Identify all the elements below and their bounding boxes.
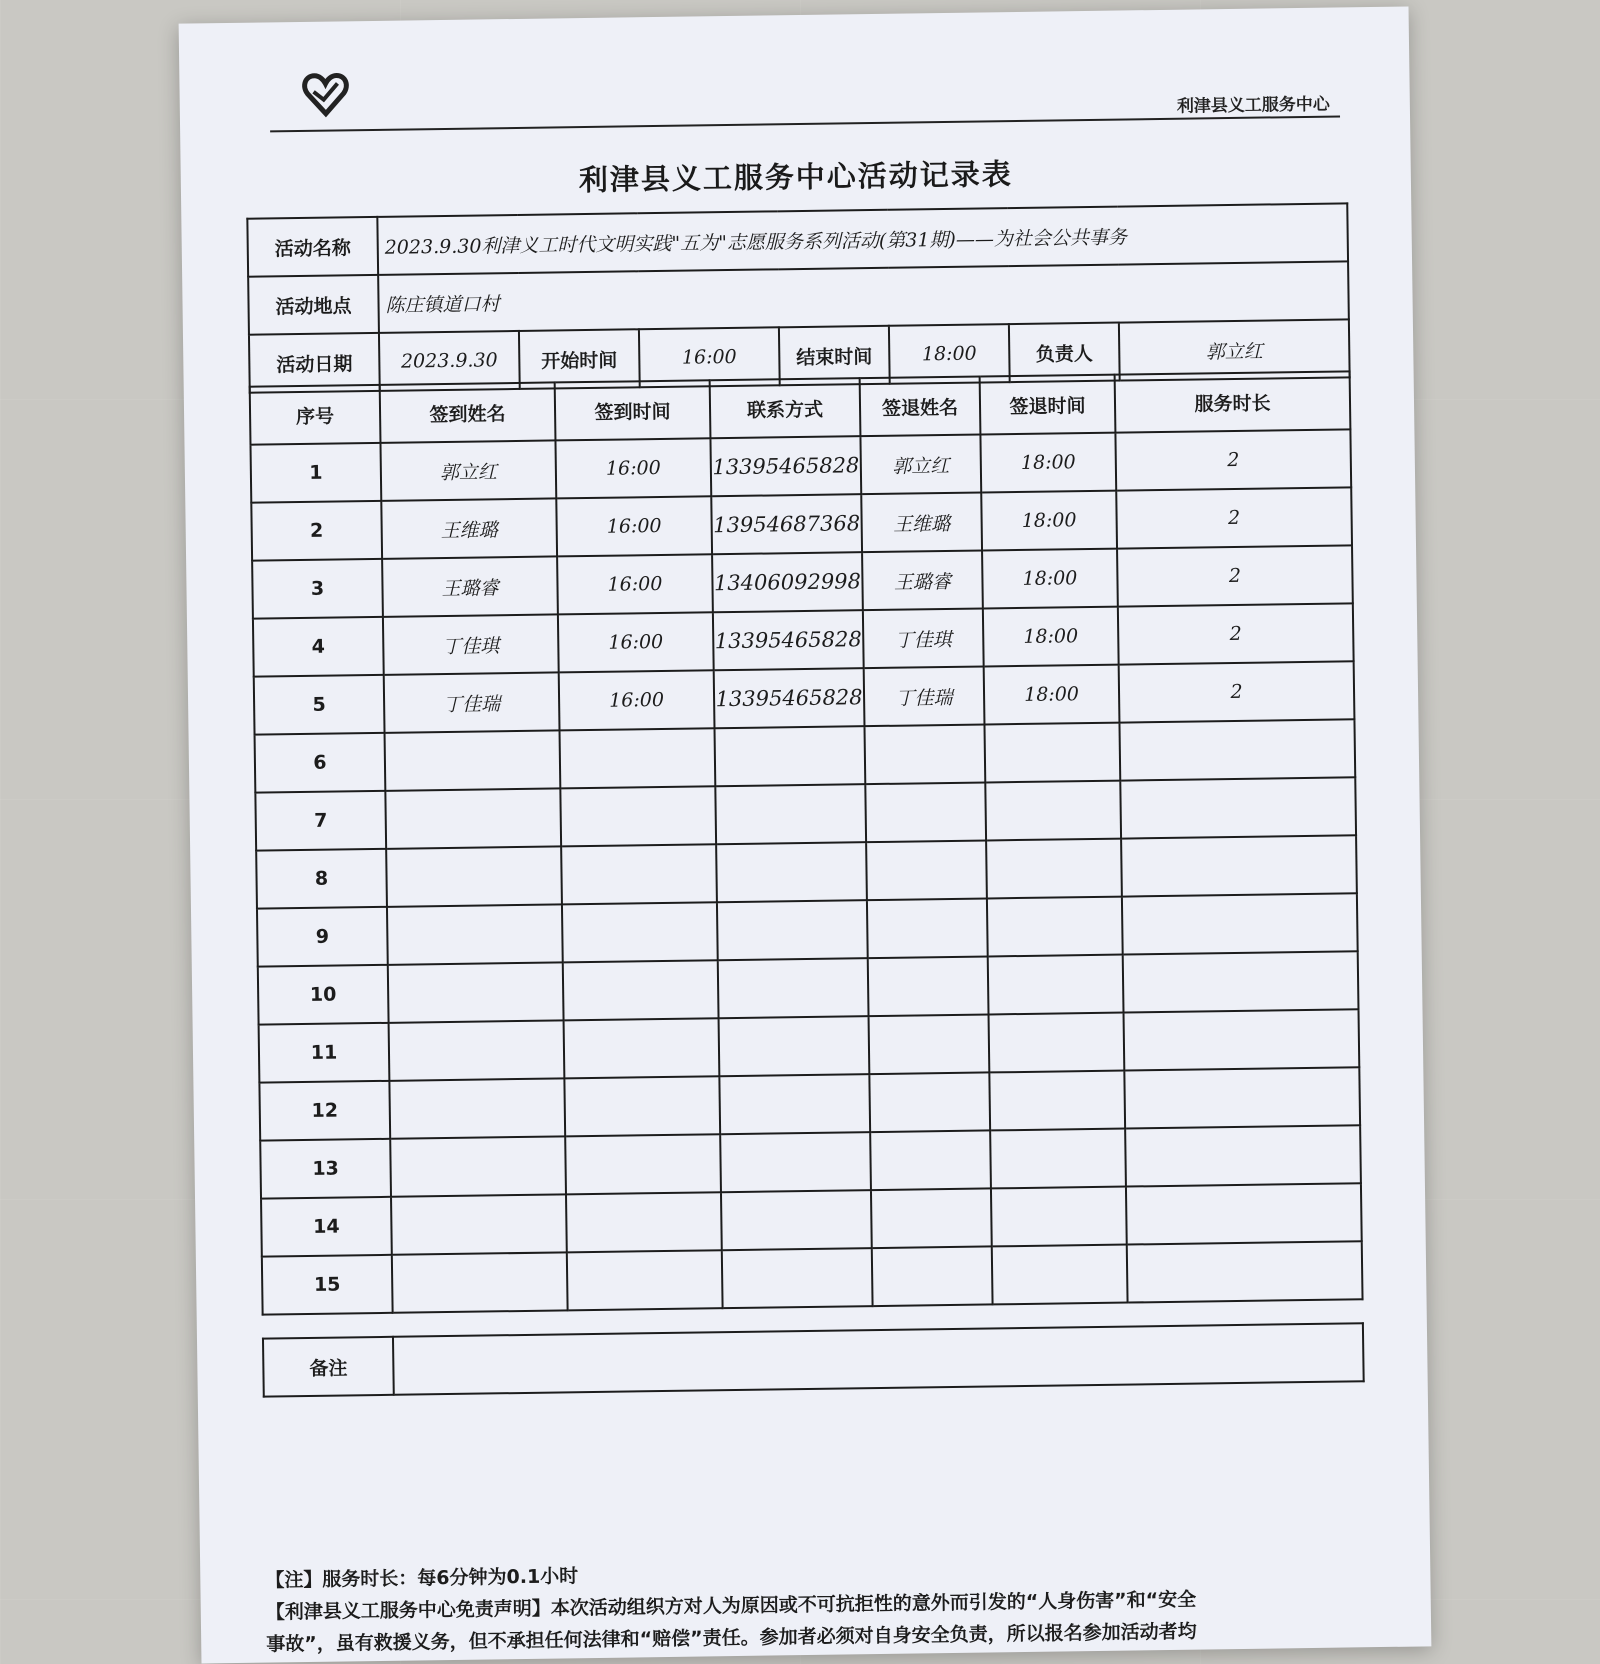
sign-in-time-cell [561, 844, 717, 904]
row-number-cell: 14 [261, 1197, 392, 1257]
sign-out-name-cell: 王维璐 [861, 493, 982, 553]
row-number-cell: 7 [255, 791, 386, 851]
activity-table [246, 202, 1350, 393]
service-hours-cell [1126, 1183, 1362, 1244]
sign-in-name-cell: 王维璐 [381, 498, 557, 558]
row-number-cell: 13 [260, 1139, 391, 1199]
sign-out-time-cell [986, 839, 1122, 899]
contact-cell: 13406092998 [712, 552, 863, 612]
sign-in-name-cell: 丁佳瑞 [384, 672, 560, 732]
sign-out-name-cell: 丁佳琪 [863, 608, 984, 668]
column-header: 签到姓名 [380, 382, 556, 442]
contact-cell [717, 900, 868, 960]
row-number-cell: 12 [259, 1081, 390, 1141]
activity-name-value: 2023.9.30利津义工时代文明实践"五为"志愿服务系列活动(第31期)——为社会公共事务 [377, 203, 1348, 275]
sign-out-name-cell [872, 1246, 993, 1306]
column-header: 签到时间 [555, 380, 711, 440]
sign-in-time-cell: 16:00 [555, 438, 711, 498]
sign-out-name-cell [868, 956, 989, 1016]
row-number-cell: 4 [253, 617, 384, 677]
footnotes [265, 1549, 1376, 1660]
service-hours-cell [1120, 777, 1356, 838]
service-hours-note: 【注】服务时长：每6分钟为0.1小时 [265, 1565, 579, 1592]
org-header: 利津县义工服务中心 [1176, 94, 1330, 117]
sign-out-name-cell [870, 1130, 991, 1190]
sign-out-time-cell [984, 723, 1120, 783]
row-number-cell: 11 [259, 1023, 390, 1083]
service-hours-cell [1121, 835, 1357, 896]
sign-in-time-cell [564, 1076, 720, 1136]
sign-in-name-cell [389, 1078, 565, 1138]
end-time-value: 18:00 [889, 324, 1010, 384]
row-number-cell: 8 [256, 849, 387, 909]
row-number-cell: 6 [255, 733, 386, 793]
column-header: 签退时间 [980, 375, 1116, 435]
row-number-cell: 5 [254, 675, 385, 735]
activity-name-label: 活动名称 [247, 217, 378, 277]
sign-in-time-cell [564, 1018, 720, 1078]
contact-cell: 13954687368 [711, 494, 862, 554]
sign-out-time-cell [988, 955, 1124, 1015]
sign-in-time-cell: 16:00 [558, 612, 714, 672]
remarks-row [263, 1323, 1364, 1396]
sign-out-time-cell: 18:00 [981, 491, 1117, 551]
service-hours-cell: 2 [1116, 487, 1352, 548]
service-hours-cell: 2 [1117, 545, 1353, 606]
sign-in-name-cell [391, 1194, 567, 1254]
activity-date-value: 2023.9.30 [379, 331, 520, 391]
service-hours-cell [1127, 1241, 1363, 1302]
sign-out-time-cell: 18:00 [980, 433, 1116, 493]
header-rule [270, 115, 1340, 132]
sign-in-name-cell [386, 846, 562, 906]
sign-out-time-cell [990, 1129, 1126, 1189]
sign-in-name-cell: 王璐睿 [382, 556, 558, 616]
sign-out-name-cell: 王璐睿 [862, 551, 983, 611]
disclaimer-line-2: 事故”，虽有救援义务，但不承担任何法律和“赔偿”责任。参加者必须对自身安全负责，所以报名参加活动者均 [266, 1620, 1197, 1656]
row-number-cell: 3 [252, 559, 383, 619]
sign-in-time-cell [562, 902, 718, 962]
remarks-value [393, 1323, 1364, 1395]
sign-out-name-cell [869, 1072, 990, 1132]
sign-in-name-cell [392, 1252, 568, 1312]
row-number-cell: 15 [262, 1255, 393, 1315]
sign-out-time-cell [985, 781, 1121, 841]
sign-out-time-cell: 18:00 [984, 665, 1120, 725]
service-hours-cell: 2 [1115, 429, 1351, 490]
service-hours-cell [1122, 893, 1358, 954]
service-hours-cell [1119, 719, 1355, 780]
person-in-charge-value: 郭立红 [1119, 319, 1350, 380]
page-title: 利津县义工服务中心活动记录表 [578, 157, 1014, 198]
sign-in-name-cell: 郭立红 [380, 440, 556, 500]
activity-location-label: 活动地点 [248, 275, 379, 335]
contact-cell [718, 958, 869, 1018]
contact-cell [715, 784, 866, 844]
sign-in-name-cell [390, 1136, 566, 1196]
sign-in-time-cell: 16:00 [556, 496, 712, 556]
sign-out-name-cell: 郭立红 [860, 435, 981, 495]
sign-in-time-cell [565, 1134, 721, 1194]
sign-out-time-cell [987, 897, 1123, 957]
sign-in-name-cell [385, 730, 561, 790]
sign-out-name-cell: 丁佳瑞 [864, 666, 985, 726]
contact-cell [715, 726, 866, 786]
sign-out-name-cell [867, 898, 988, 958]
start-time-value: 16:00 [639, 327, 780, 387]
disclaimer-line-1: 【利津县义工服务中心免责声明】本次活动组织方对人为原因或不可抗拒性的意外而引发的“人身伤害”和“安全 [265, 1588, 1197, 1624]
sign-out-time-cell [991, 1187, 1127, 1247]
contact-cell [719, 1016, 870, 1076]
sign-in-time-cell [560, 728, 716, 788]
sign-out-time-cell: 18:00 [982, 549, 1118, 609]
sign-out-time-cell: 18:00 [983, 607, 1119, 667]
row-number-cell: 10 [258, 965, 389, 1025]
contact-cell: 13395465828 [714, 668, 865, 728]
column-header: 签退姓名 [860, 377, 981, 437]
row-number-cell: 2 [251, 501, 382, 561]
row-number-cell: 1 [250, 443, 381, 503]
service-hours-cell [1124, 1009, 1360, 1070]
sign-out-time-cell [989, 1013, 1125, 1073]
contact-cell [721, 1190, 872, 1250]
activity-location-value: 陈庄镇道口村 [378, 261, 1349, 333]
column-header: 序号 [250, 385, 381, 445]
activity-date-label: 活动日期 [249, 333, 380, 393]
service-hours-cell: 2 [1118, 603, 1354, 664]
row-number-cell: 9 [257, 907, 388, 967]
contact-cell [722, 1248, 873, 1308]
end-time-label: 结束时间 [779, 326, 890, 386]
sign-out-name-cell [865, 782, 986, 842]
sign-in-name-cell [389, 1020, 565, 1080]
sign-in-name-cell [388, 962, 564, 1022]
sign-out-time-cell [992, 1245, 1128, 1305]
service-hours-cell [1125, 1125, 1361, 1186]
start-time-label: 开始时间 [519, 329, 640, 389]
sign-in-name-cell: 丁佳琪 [383, 614, 559, 674]
service-hours-cell: 2 [1119, 661, 1355, 722]
sign-out-name-cell [864, 724, 985, 784]
contact-cell [720, 1132, 871, 1192]
sign-out-name-cell [869, 1014, 990, 1074]
sign-in-time-cell: 16:00 [559, 670, 715, 730]
contact-cell: 13395465828 [710, 436, 861, 496]
sign-in-name-cell [387, 904, 563, 964]
sign-in-time-cell [567, 1250, 723, 1310]
sign-in-time-cell [563, 960, 719, 1020]
record-sheet [179, 6, 1432, 1663]
heart-hands-logo-icon [299, 69, 352, 120]
sign-in-time-cell [560, 786, 716, 846]
remarks-label: 备注 [263, 1337, 394, 1397]
sign-out-time-cell [989, 1071, 1125, 1131]
contact-cell [716, 842, 867, 902]
person-in-charge-label: 负责人 [1009, 323, 1120, 383]
sign-in-time-cell: 16:00 [557, 554, 713, 614]
column-header: 服务时长 [1115, 371, 1351, 432]
remarks-table [262, 1322, 1365, 1397]
contact-cell: 13395465828 [713, 610, 864, 670]
column-header: 联系方式 [710, 378, 861, 438]
sign-in-name-cell [385, 788, 561, 848]
service-hours-cell [1124, 1067, 1360, 1128]
roster-table [249, 370, 1364, 1315]
contact-cell [719, 1074, 870, 1134]
sign-out-name-cell [866, 840, 987, 900]
sign-in-time-cell [566, 1192, 722, 1252]
sign-out-name-cell [871, 1188, 992, 1248]
service-hours-cell [1123, 951, 1359, 1012]
